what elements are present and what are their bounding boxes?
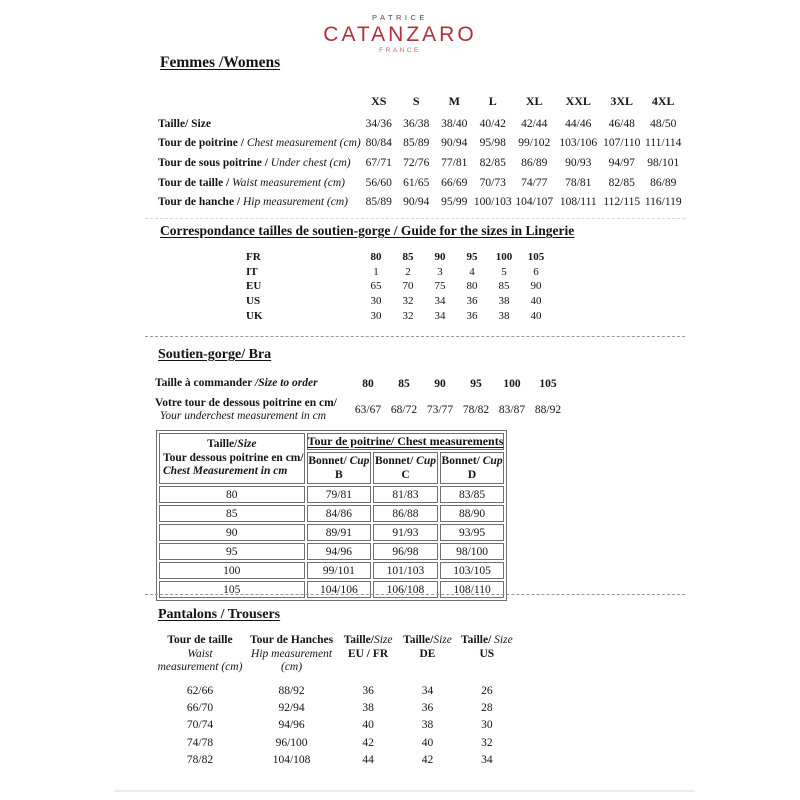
- women-header-row: [158, 88, 684, 114]
- cup-measurement: 86/88: [373, 505, 438, 522]
- size-value: 44/46: [565, 117, 592, 130]
- band-size: 95: [159, 543, 305, 560]
- size-value: 46/48: [608, 117, 635, 130]
- row-label-en: Chest measurement (cm): [246, 137, 361, 150]
- row-label: [158, 192, 361, 212]
- lingerie-row: [238, 294, 552, 309]
- trousers-column-header: [333, 634, 403, 682]
- band-size: 80: [159, 486, 305, 503]
- cup-measurement: 99/101: [307, 562, 372, 579]
- cup-measurement: 84/86: [307, 505, 372, 522]
- corner-line3: Chest Measurement in cm: [163, 465, 288, 478]
- section-title-bra: Soutien-gorge/ Bra: [158, 347, 272, 362]
- cup-measurement: 88/90: [440, 505, 505, 522]
- size-value: 80/84: [365, 137, 392, 150]
- cup-label: [441, 454, 504, 468]
- trousers-header-line1: [403, 634, 452, 648]
- trousers-value: 34: [481, 754, 493, 767]
- trousers-row: [150, 699, 522, 716]
- row-label: [158, 134, 361, 154]
- size-value: 34/36: [365, 117, 392, 130]
- lingerie-size-value: 30: [370, 295, 382, 308]
- lingerie-size-value: 95: [466, 251, 478, 264]
- section-title-trousers: Pantalons / Trousers: [158, 607, 281, 622]
- lingerie-size-value: 36: [466, 309, 478, 322]
- women-size-table: [158, 88, 684, 212]
- bra-underchest-row: [155, 394, 566, 426]
- trousers-row: [150, 717, 522, 734]
- size-value: 86/89: [521, 156, 548, 169]
- bra-order-label-en: /Size to order: [255, 377, 318, 390]
- dashed-divider: [145, 594, 685, 595]
- bra-order-row: [155, 374, 566, 394]
- size-value: 66/69: [441, 176, 468, 189]
- size-value: 94/97: [608, 156, 635, 169]
- cup-label-fr: Bonnet/: [374, 454, 414, 467]
- cup-column-header: [373, 452, 438, 484]
- trousers-value: 42: [421, 754, 434, 767]
- band-size: 85: [159, 505, 305, 522]
- cup-measurement: 81/83: [373, 486, 438, 503]
- trousers-value: 32: [481, 736, 493, 749]
- row-label-fr: Tour de hanche /: [158, 196, 243, 209]
- logo-catanzaro: CATANZARO: [323, 22, 477, 46]
- size-column-header: S: [412, 93, 420, 108]
- underchest-value: 78/82: [462, 404, 490, 416]
- lingerie-size-value: 32: [402, 309, 414, 322]
- trousers-row: [150, 682, 522, 699]
- size-value: 98/101: [647, 156, 680, 169]
- underchest-value: 88/92: [534, 404, 562, 416]
- row-label-en: Hip measurement (cm): [243, 196, 348, 209]
- trousers-value: 42: [362, 736, 374, 749]
- size-value: 90/94: [441, 137, 468, 150]
- header-en: Hip measurement: [251, 647, 333, 660]
- size-value: 67/71: [365, 156, 392, 169]
- size-column-header: XS: [371, 93, 387, 108]
- size-value: 111/114: [645, 137, 682, 150]
- country-label: IT: [246, 265, 258, 278]
- lingerie-size-value: 70: [402, 280, 414, 293]
- bra-size-value: 90: [434, 378, 446, 390]
- bra-size-value: 95: [470, 378, 482, 390]
- cup-measurement: 101/103: [373, 562, 438, 579]
- cup-letter: B: [335, 469, 343, 481]
- size-column-header: XXL: [565, 93, 591, 108]
- trousers-value: 94/96: [278, 719, 305, 732]
- size-column-header: 3XL: [610, 93, 634, 108]
- measurement-row: [158, 192, 684, 212]
- trousers-value: 44: [362, 754, 374, 767]
- trousers-value: 36: [421, 702, 434, 715]
- trousers-row: [150, 734, 522, 751]
- trousers-header-line1: [452, 634, 522, 648]
- header-en: Waist: [187, 647, 213, 660]
- cup-letter: C: [401, 469, 410, 481]
- trousers-value: 66/70: [186, 702, 214, 715]
- cup-row: [159, 524, 504, 541]
- cup-measurement: 79/81: [307, 486, 372, 503]
- row-label-en: Under chest (cm): [270, 156, 351, 169]
- lingerie-size-value: 34: [434, 295, 446, 308]
- lingerie-size-value: 3: [437, 265, 443, 278]
- dashed-divider: [145, 218, 685, 219]
- logo-france: FRANCE: [379, 46, 421, 54]
- lingerie-size-value: 2: [405, 265, 411, 278]
- measurement-row: [158, 134, 684, 154]
- band-size: 100: [159, 562, 305, 579]
- size-value: 72/76: [403, 156, 430, 169]
- bra-size-value: 80: [362, 378, 374, 390]
- cup-row: [159, 581, 504, 598]
- size-value: 77/81: [441, 156, 468, 169]
- bra-table: [155, 374, 566, 426]
- size-value: 42/44: [521, 117, 548, 130]
- cup-row: [159, 543, 504, 560]
- trousers-header-line1: [150, 634, 250, 648]
- chest-measurements-header: Tour de poitrine/ Chest measurements: [307, 434, 504, 448]
- row-label-fr: Tour de poitrine /: [158, 137, 247, 150]
- size-value: 108/111: [559, 196, 597, 209]
- lingerie-size-value: 1: [373, 265, 379, 278]
- size-value: 95/98: [479, 137, 506, 150]
- size-value: 107/110: [603, 137, 641, 150]
- bra-size-value: 100: [503, 378, 521, 390]
- size-value: 40/42: [479, 117, 506, 130]
- lingerie-size-value: 90: [530, 280, 542, 293]
- size-value: 112/115: [603, 196, 641, 209]
- cup-measurement: 103/105: [440, 562, 505, 579]
- lingerie-size-value: 38: [498, 295, 510, 308]
- lingerie-size-value: 100: [495, 251, 513, 264]
- cup-measurement: 108/110: [440, 581, 505, 598]
- cup-label: [308, 454, 371, 468]
- size-value: 36/38: [403, 117, 430, 130]
- size-value: 56/60: [365, 176, 392, 189]
- header-fr-italic: Size: [373, 634, 393, 646]
- size-value: 70/73: [479, 176, 506, 189]
- size-value: 90/93: [565, 156, 592, 169]
- cup-row: [159, 486, 504, 503]
- cup-row: [159, 562, 504, 579]
- size-value: 116/119: [644, 196, 682, 209]
- corner-line1: [160, 438, 304, 452]
- lingerie-size-value: 38: [498, 309, 510, 322]
- bra-order-label: [155, 374, 350, 394]
- trousers-value: 28: [481, 702, 493, 715]
- cup-measurement: 91/93: [373, 524, 438, 541]
- header-en: (cm): [281, 661, 303, 674]
- cup-label-fr: Bonnet/: [441, 454, 480, 467]
- bra-underchest-label-en: Your underchest measurement in cm: [160, 410, 327, 422]
- row-label: [158, 173, 361, 193]
- cup-label-en: Cup: [479, 454, 503, 467]
- size-value: 85/89: [365, 196, 392, 209]
- lingerie-size-value: 5: [501, 265, 507, 278]
- cup-measurement: 94/96: [307, 543, 372, 560]
- measurement-row: [158, 114, 684, 134]
- lingerie-size-value: 36: [466, 295, 478, 308]
- cup-measurement: 98/100: [440, 543, 505, 560]
- cup-row: [159, 505, 504, 522]
- lingerie-size-value: 34: [434, 309, 446, 322]
- size-value: 82/85: [608, 176, 635, 189]
- country-label: FR: [246, 251, 261, 264]
- size-value: 86/89: [650, 176, 677, 189]
- row-label: [158, 153, 361, 173]
- cup-measurement: 106/108: [373, 581, 438, 598]
- cup-measurement: 96/98: [373, 543, 438, 560]
- section-title-lingerie-guide: Correspondance tailles de soutien-gorge / Guide for the sizes in Lingerie: [160, 223, 575, 238]
- trousers-value: 38: [421, 719, 434, 732]
- lingerie-size-value: 4: [469, 265, 475, 278]
- trousers-value: 26: [481, 684, 493, 697]
- size-column-header: XL: [525, 93, 543, 108]
- page-bottom-rule: [115, 790, 695, 792]
- cup-label-fr: Bonnet/: [308, 454, 347, 467]
- size-column-header: 4XL: [651, 93, 675, 108]
- lingerie-size-value: 40: [530, 295, 542, 308]
- lingerie-size-value: 105: [527, 251, 545, 264]
- lingerie-size-value: 85: [402, 251, 414, 264]
- band-size: 90: [159, 524, 305, 541]
- measurement-row: [158, 173, 684, 193]
- trousers-value: 92/94: [278, 702, 305, 715]
- corner-size: Size: [237, 437, 257, 450]
- cup-size-table: [156, 430, 507, 601]
- size-value: 103/106: [559, 137, 598, 150]
- lingerie-size-value: 80: [370, 251, 382, 264]
- cup-column-header: [440, 452, 505, 484]
- size-column-header: L: [488, 93, 497, 108]
- corner-taille: Taille/: [207, 437, 238, 450]
- trousers-column-header: [403, 634, 452, 682]
- trousers-header-line1: [250, 634, 333, 648]
- header-region: EU / FR: [347, 647, 389, 660]
- size-value: 100/103: [473, 196, 512, 209]
- trousers-value: 62/66: [186, 684, 214, 697]
- header-en: measurement (cm): [157, 661, 243, 674]
- size-value: 74/77: [521, 176, 548, 189]
- cup-measurement: 104/106: [307, 581, 372, 598]
- underchest-value: 63/67: [354, 404, 382, 416]
- brand-logo: [0, 14, 800, 54]
- lingerie-size-value: 80: [466, 280, 478, 293]
- cup-label-en: Cup: [346, 454, 370, 467]
- trousers-value: 70/74: [186, 719, 214, 732]
- lingerie-size-value: 30: [370, 309, 382, 322]
- trousers-column-header: [150, 634, 250, 682]
- size-value: 82/85: [479, 156, 506, 169]
- band-size: 105: [159, 581, 305, 598]
- header-region: US: [479, 647, 495, 660]
- cup-label-en: Cup: [413, 454, 436, 467]
- cup-measurement: 83/85: [440, 486, 505, 503]
- cup-column-header: [307, 452, 372, 484]
- lingerie-row: [238, 265, 552, 280]
- lingerie-row: [238, 308, 552, 323]
- section-title-women: Femmes /Womens: [160, 54, 281, 71]
- trousers-row: [150, 752, 522, 769]
- trousers-value: 40: [362, 719, 374, 732]
- bra-underchest-label-fr: Votre tour de dessous poitrine en cm/: [155, 396, 337, 409]
- header-fr: Taille/: [343, 634, 374, 646]
- bra-underchest-label: [155, 394, 350, 426]
- measurement-row: [158, 153, 684, 173]
- trousers-table: [150, 634, 522, 769]
- trousers-column-header: [250, 634, 333, 682]
- bra-order-label-fr: Taille à commander: [155, 377, 255, 390]
- size-value: 78/81: [565, 176, 592, 189]
- size-value: 85/89: [403, 137, 430, 150]
- cup-label: [374, 454, 437, 468]
- trousers-value: 74/78: [186, 736, 214, 749]
- trousers-value: 104/108: [272, 754, 311, 767]
- corner-line2: Tour dessous poitrine en cm/: [163, 451, 304, 464]
- lingerie-size-value: 85: [498, 280, 510, 293]
- row-label-fr: Tour de sous poitrine /: [158, 156, 271, 169]
- underchest-value: 73/77: [426, 404, 454, 416]
- size-value: 48/50: [650, 117, 677, 130]
- row-label-en: Waist measurement (cm): [232, 176, 345, 189]
- trousers-value: 36: [362, 684, 374, 697]
- cup-corner-cell: [159, 433, 305, 484]
- size-value: 104/107: [515, 196, 554, 209]
- cup-letter: D: [467, 469, 477, 481]
- header-fr-italic: Size: [494, 634, 513, 646]
- trousers-column-header: [452, 634, 522, 682]
- trousers-value: 30: [481, 719, 493, 732]
- trousers-value: 78/82: [186, 754, 214, 767]
- lingerie-row: [238, 250, 552, 265]
- size-value: 90/94: [403, 196, 430, 209]
- trousers-value: 96/100: [275, 736, 308, 749]
- trousers-value: 38: [362, 702, 374, 715]
- lingerie-size-value: 75: [434, 280, 446, 293]
- cup-measurement: 93/95: [440, 524, 505, 541]
- lingerie-size-value: 6: [533, 265, 539, 278]
- country-label: UK: [246, 309, 263, 322]
- trousers-header-row: [150, 634, 522, 682]
- trousers-value: 88/92: [278, 684, 305, 697]
- trousers-header-line1: [333, 634, 403, 648]
- row-label-fr: Tour de taille /: [158, 176, 233, 189]
- cup-measurement: 89/91: [307, 524, 372, 541]
- dashed-divider: [145, 336, 685, 337]
- header-fr-italic: Size: [433, 634, 452, 646]
- lingerie-size-value: 90: [434, 251, 446, 264]
- size-value: 38/40: [441, 117, 468, 130]
- lingerie-size-value: 65: [370, 280, 382, 293]
- logo-patrice: PATRICE: [372, 13, 428, 22]
- size-value: 61/65: [403, 176, 430, 189]
- lingerie-size-value: 40: [530, 309, 542, 322]
- header-fr: Tour de taille: [167, 634, 233, 646]
- lingerie-row: [238, 279, 552, 294]
- trousers-value: 34: [421, 684, 434, 697]
- header-fr: Taille/: [403, 634, 434, 646]
- row-label-fr: Taille/ Size: [158, 117, 211, 130]
- size-column-header: M: [448, 93, 460, 108]
- size-value: 99/102: [518, 137, 551, 150]
- underchest-value: 68/72: [390, 404, 418, 416]
- bra-size-value: 105: [539, 378, 557, 390]
- underchest-value: 83/87: [498, 404, 526, 416]
- header-fr: Tour de Hanches: [250, 634, 334, 646]
- corner-cell: [158, 88, 361, 114]
- header-region: DE: [419, 647, 436, 660]
- country-label: US: [246, 295, 261, 308]
- lingerie-guide-table: [238, 250, 552, 323]
- row-label: [158, 114, 361, 134]
- lingerie-size-value: 32: [402, 295, 414, 308]
- bra-size-value: 85: [398, 378, 410, 390]
- country-label: EU: [246, 280, 262, 293]
- header-fr: Taille/: [461, 634, 495, 646]
- cup-span-header-row: [159, 433, 504, 450]
- size-value: 95/99: [441, 196, 468, 209]
- trousers-value: 40: [421, 736, 434, 749]
